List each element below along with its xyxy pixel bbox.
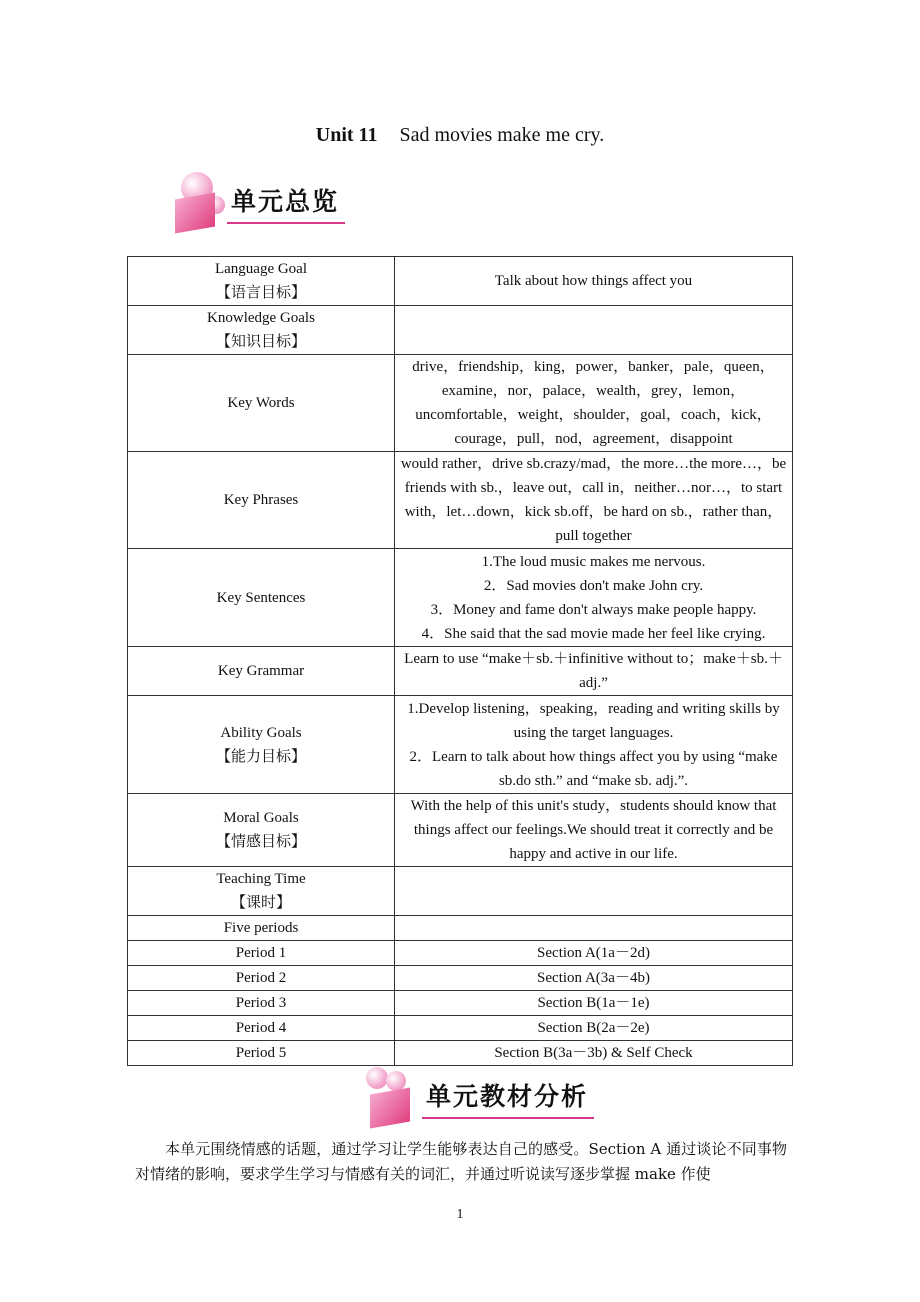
table-row (128, 549, 793, 647)
cell-line: 1.Develop listening，speaking，reading and writing skills by using the target languages. (407, 700, 780, 741)
row-label (128, 991, 395, 1016)
row-label (128, 549, 395, 647)
cell-line: drive，friendship，king，power，banker，pale，queen，examine，nor，palace，wealth，grey，lemon，uncomfortable，weight，shoulder，goal，coach，kick，courage，pull，nod，agreement，disappoint (412, 359, 775, 447)
row-label (128, 696, 395, 794)
page-number: 1 (456, 1207, 464, 1222)
row-content (395, 916, 793, 941)
row-label (128, 966, 395, 991)
cell-line: 【知识目标】 (215, 334, 306, 350)
cell-line: Key Phrases (223, 492, 299, 508)
cell-line: Section B(2a－2e) (537, 1020, 650, 1036)
row-content (395, 1016, 793, 1041)
row-label (128, 794, 395, 867)
table-row (128, 355, 793, 452)
cell-line: Section B(1a－1e) (537, 995, 650, 1011)
banner-heading: 单元总览 (227, 182, 345, 224)
table-row (128, 991, 793, 1016)
gift-box-icon (362, 1067, 422, 1129)
row-label (128, 306, 395, 355)
cell-line: 4．She said that the sad movie made her feel like crying. (421, 625, 766, 642)
row-label (128, 1016, 395, 1041)
table-row (128, 916, 793, 941)
table-row (128, 257, 793, 306)
cell-line: Section A(1a－2d) (537, 945, 650, 961)
table-row (128, 867, 793, 916)
cell-line: 1.The loud music makes me nervous. (481, 553, 706, 570)
row-content (395, 647, 793, 696)
cell-line: Section A(3a－4b) (537, 970, 650, 986)
textbook-analysis-banner (362, 1067, 594, 1129)
cell-line: 【能力目标】 (215, 748, 306, 765)
row-content (395, 966, 793, 991)
cell-line: 3．Money and fame don't always make people happy. (430, 601, 757, 618)
cell-line: Period 1 (235, 945, 287, 961)
cell-line: Key Sentences (216, 589, 306, 606)
cell-line: Period 3 (235, 995, 287, 1011)
row-label (128, 452, 395, 549)
cell-line: Learn to use “make＋sb.＋infinitive without to；make＋sb.＋adj.” (404, 651, 783, 691)
table-row (128, 452, 793, 549)
table-row (128, 966, 793, 991)
row-content (395, 794, 793, 867)
row-label (128, 1041, 395, 1066)
gift-box-icon (167, 172, 227, 234)
table-row (128, 1041, 793, 1066)
cell-line: Five periods (223, 920, 299, 936)
cell-line: Key Grammar (217, 663, 305, 679)
cell-line: Key Words (227, 395, 295, 411)
cell-line: would rather，drive sb.crazy/mad，the more…the more…，be friends with sb.，leave out，call in，neither…nor…，to start with，let…down，kick sb.off，be hard on sb.，rather than，pull together (400, 456, 787, 544)
cell-line: 2．Learn to talk about how things affect you by using “make sb.do sth.” and “make sb. adj.”. (409, 748, 778, 789)
unit-overview-banner (167, 172, 345, 234)
cell-line: Moral Goals (223, 810, 299, 826)
cell-line: Period 4 (235, 1020, 287, 1036)
cell-line: Language Goal (214, 261, 308, 277)
cell-line: 【情感目标】 (215, 834, 306, 850)
row-label (128, 916, 395, 941)
analysis-paragraph: 本单元围绕情感的话题，通过学习让学生能够表达自己的感受。Section A 通过谈论不同事物对情绪的影响，要求学生学习与情感有关的词汇，并通过听说读写逐步掌握 make 作使 (135, 1140, 787, 1183)
unit-title: Sad movies make me cry. (399, 124, 605, 146)
cell-line: Period 5 (235, 1045, 287, 1061)
row-content (395, 452, 793, 549)
row-label (128, 355, 395, 452)
page-title (0, 124, 920, 147)
row-content (395, 1041, 793, 1066)
row-label (128, 941, 395, 966)
cell-line: Talk about how things affect you (494, 273, 693, 289)
row-content (395, 991, 793, 1016)
cell-line: 【课时】 (230, 895, 291, 911)
row-content (395, 941, 793, 966)
table-row (128, 794, 793, 867)
unit-overview-table (127, 256, 793, 1066)
row-content (395, 549, 793, 647)
table-row (128, 647, 793, 696)
row-label (128, 867, 395, 916)
cell-line: Knowledge Goals (207, 310, 315, 326)
cell-line: Teaching Time (216, 871, 306, 887)
cell-line: Period 2 (235, 970, 287, 986)
cell-line: 【语言目标】 (215, 285, 306, 301)
row-label (128, 257, 395, 306)
table-row (128, 696, 793, 794)
row-label (128, 647, 395, 696)
row-content (395, 355, 793, 452)
row-content (395, 696, 793, 794)
row-content (395, 867, 793, 916)
row-content (395, 306, 793, 355)
cell-line: With the help of this unit's study，students should know that things affect our feelings.We should treat it correctly and be happy and active in our life. (410, 798, 777, 862)
table-row (128, 941, 793, 966)
table-row (128, 1016, 793, 1041)
cell-line: 2．Sad movies don't make John cry. (483, 577, 704, 594)
table-row (128, 306, 793, 355)
cell-line: Section B(3a－3b) & Self Check (494, 1045, 693, 1061)
banner-heading: 单元教材分析 (422, 1077, 594, 1119)
unit-number: Unit 11 (315, 124, 378, 146)
row-content (395, 257, 793, 306)
cell-line: Ability Goals (220, 724, 302, 741)
